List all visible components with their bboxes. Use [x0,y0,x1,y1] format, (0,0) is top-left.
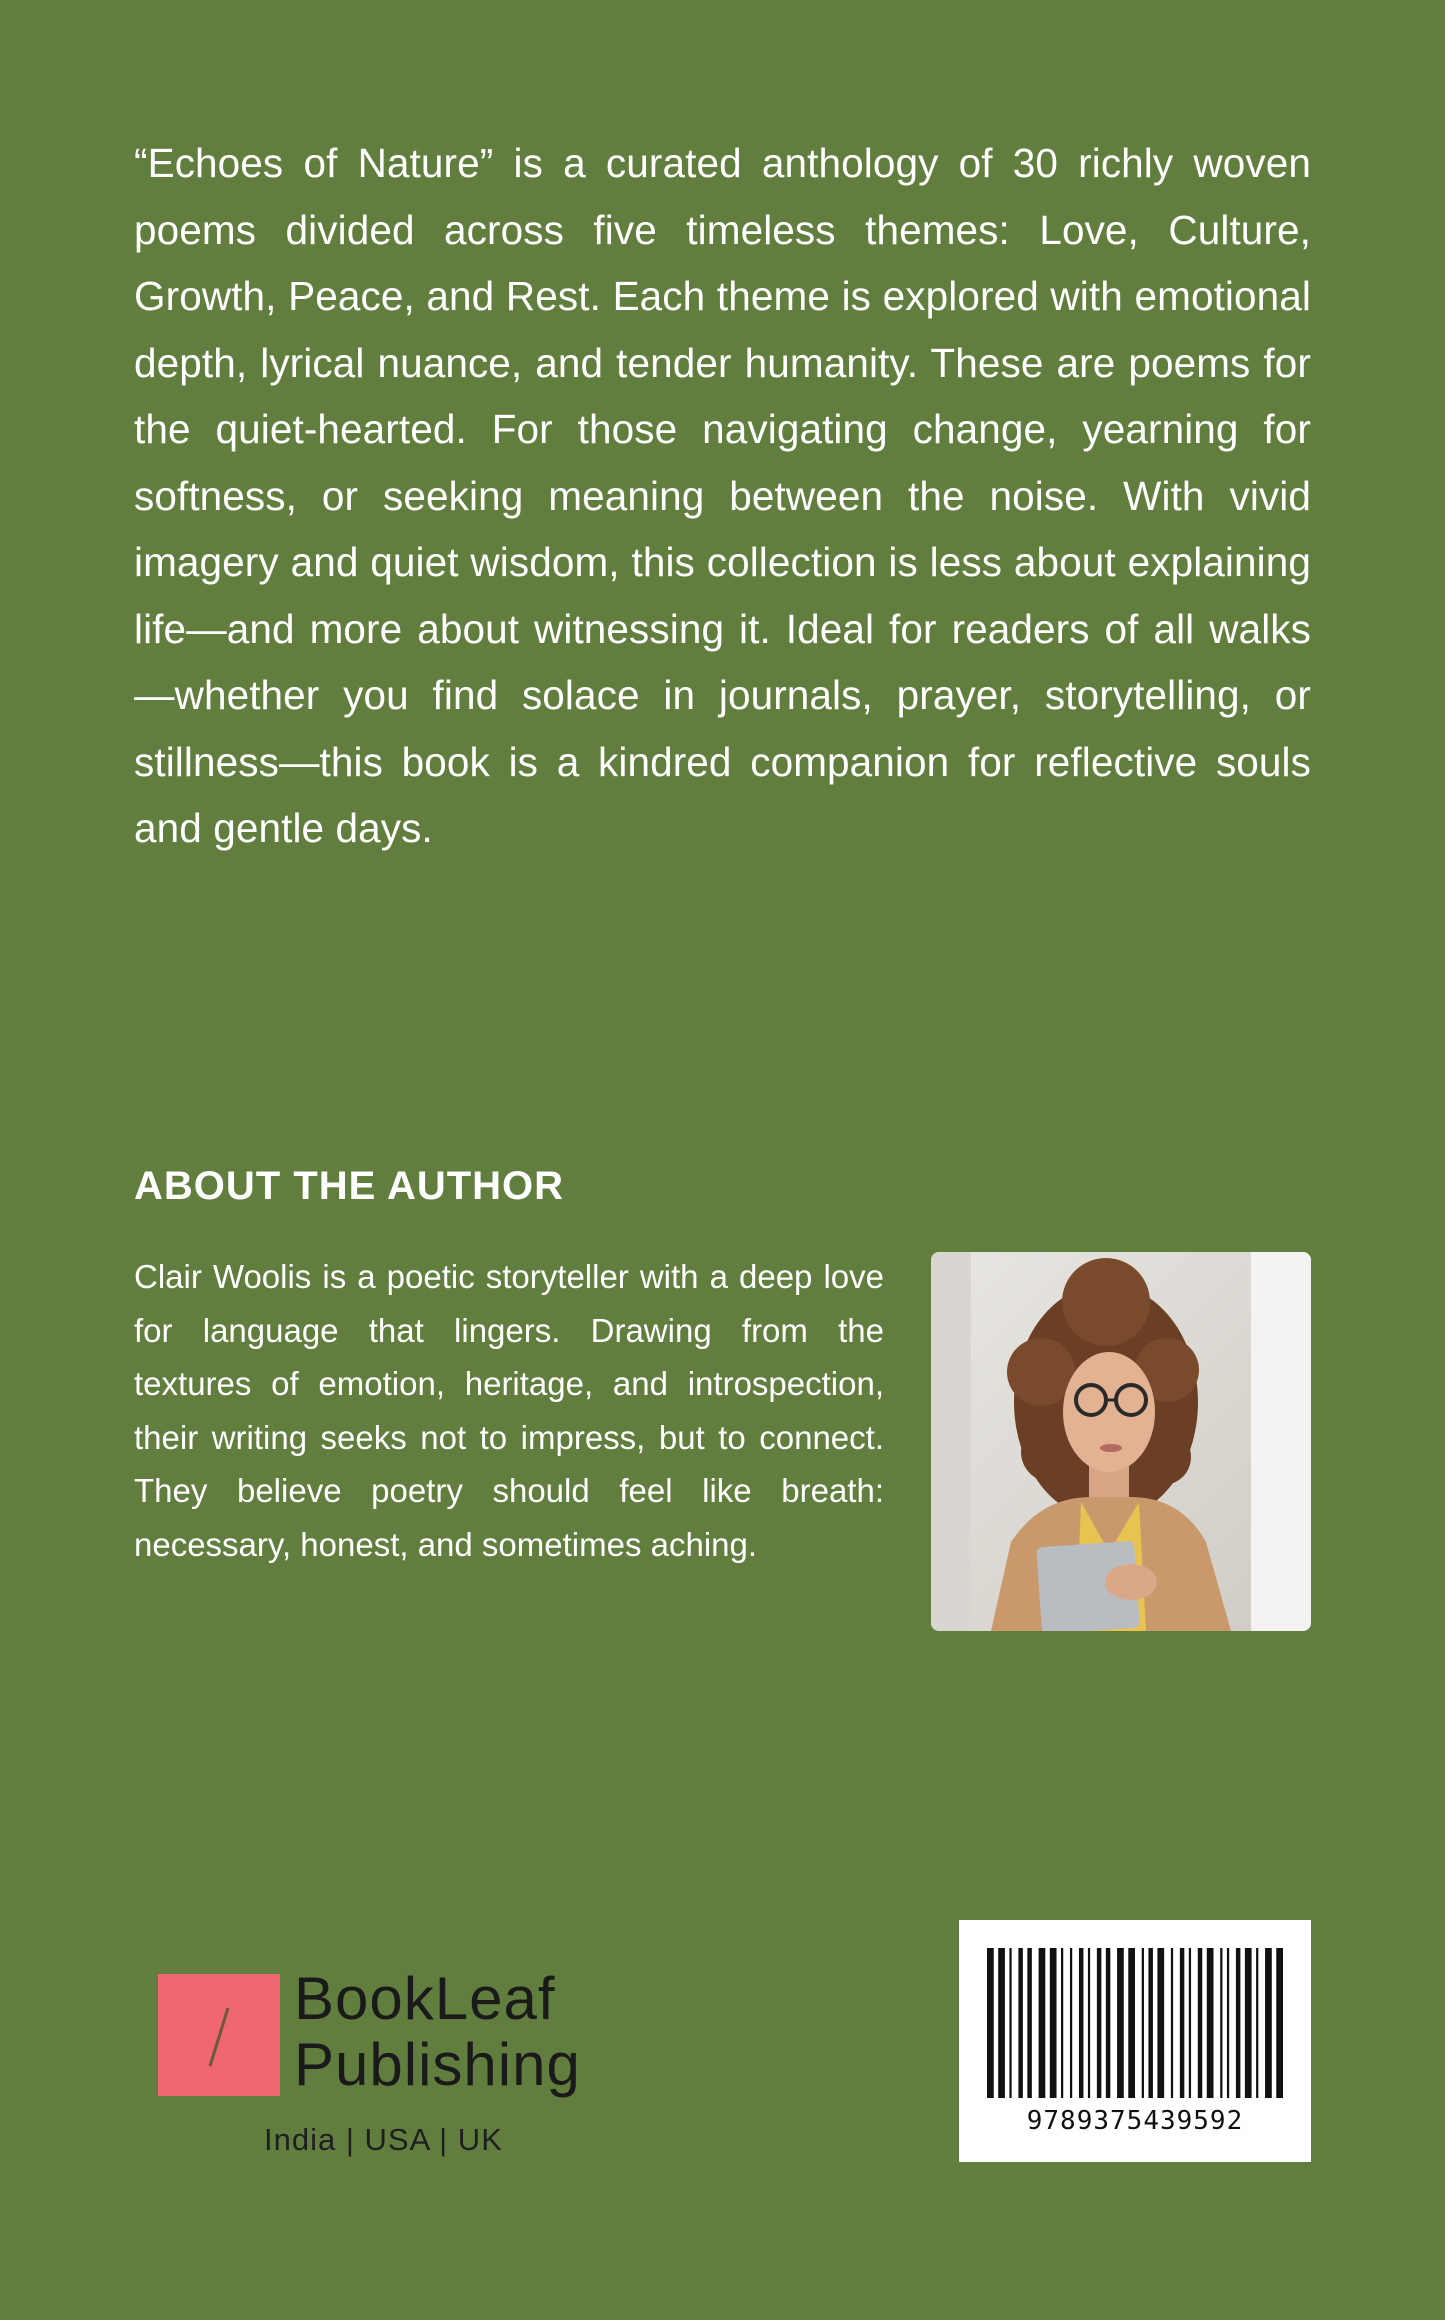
barcode-bar [1128,1948,1135,2098]
publisher-name-line1: BookLeaf [294,1965,556,2032]
barcode-bar [1027,1948,1031,2098]
barcode-bar [1265,1948,1272,2098]
book-blurb: “Echoes of Nature” is a curated anthology of 30 richly woven poems divided across five timeless themes: Love, Culture, Growth, Peace, and Rest. Each theme is explored with emotional depth, lyrical nuance, and tender humanity. These are poems for the quiet-hearted. For those navigating change, yearning for softness, or seeking meaning between the noise. With vivid imagery and quiet wisdom, this collection is less about explaining life—and more about witnessing it. Ideal for readers of all walks—whether you find solace in journals, prayer, storytelling, or stillness—this book is a kindred companion for reflective souls and gentle days. [134,140,1311,851]
publisher-logo [158,1965,608,2172]
publisher-name [294,1966,581,2098]
barcode-bar [1009,1948,1011,2098]
about-author-heading: ABOUT THE AUTHOR [134,1164,565,1208]
barcode-bar [1070,1948,1072,2098]
barcode-bar [1106,1948,1110,2098]
barcode-bar [1245,1948,1252,2098]
barcode-bar [1236,1948,1240,2098]
barcode-bar [1079,1948,1083,2098]
barcode-bar [1142,1948,1144,2098]
barcode-bar [1220,1948,1222,2098]
barcode-bar [1018,1948,1022,2098]
publisher-name-line2: Publishing [294,2031,581,2098]
author-photo [931,1252,1311,1631]
publisher-regions: India | USA | UK [264,2122,503,2157]
barcode-bars [987,1948,1283,2098]
slash-logo-icon [158,1974,280,2096]
barcode-bar [1148,1948,1152,2098]
barcode-bar [1050,1948,1057,2098]
barcode-bar [998,1948,1005,2098]
barcode-bar [1061,1948,1063,2098]
barcode-bar [1117,1948,1124,2098]
author-bio: Clair Woolis is a poetic storyteller with a deep love for language that lingers. Drawing from the textures of emotion, heritage, and introspection, their writing seeks not to impress, but to connect. They believe poetry should feel like breath: necessary, honest, and sometimes aching. [134,1258,884,1563]
barcode-bar [1171,1948,1173,2098]
barcode-bar [1088,1948,1090,2098]
barcode-bar [1198,1948,1202,2098]
barcode-bar [1256,1948,1258,2098]
barcode-bar [1157,1948,1164,2098]
barcode-bar [1227,1948,1229,2098]
barcode-bar [1189,1948,1191,2098]
barcode-bar [987,1948,994,2098]
barcode-bar [1097,1948,1101,2098]
barcode-bar [1207,1948,1214,2098]
isbn-barcode [959,1920,1311,2162]
barcode-bar [1180,1948,1184,2098]
barcode-bar [1276,1948,1283,2098]
isbn-number: 9789375439592 [1026,2106,1244,2136]
barcode-bar [1039,1948,1046,2098]
